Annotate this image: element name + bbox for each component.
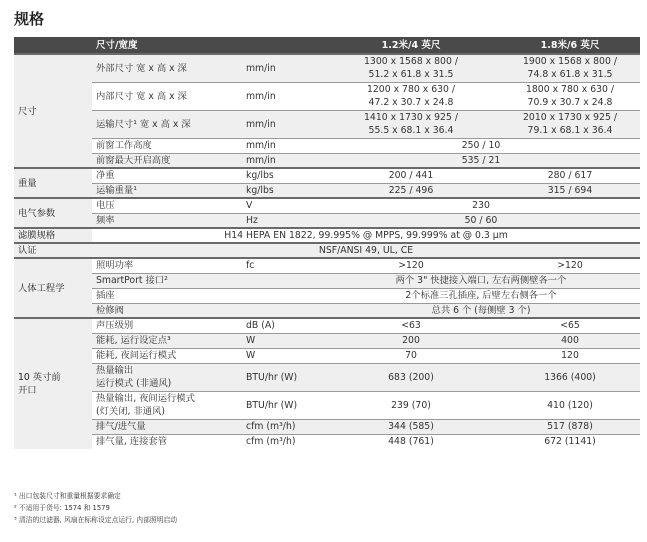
spec-item-label: 电压: [92, 198, 242, 213]
spec-unit: [242, 303, 322, 318]
spec-unit: kg/lbs: [242, 183, 322, 198]
spec-value-6ft: <65: [500, 318, 640, 333]
spec-unit: cfm (m³/h): [242, 419, 322, 434]
table-row: [14, 82, 640, 110]
table-row: [14, 138, 640, 153]
spec-value-6ft: >120: [500, 258, 640, 273]
spec-value-6ft: 120: [500, 348, 640, 363]
spec-item-label: 内部尺寸 宽 x 高 x 深: [92, 82, 242, 110]
spec-value-6ft: 280 / 617: [500, 168, 640, 183]
spec-value-6ft: 1800 x 780 x 630 / 70.9 x 30.7 x 24.8: [500, 82, 640, 110]
table-row: [14, 228, 640, 243]
spec-unit: W: [242, 348, 322, 363]
spec-unit: [242, 288, 322, 303]
category-label: 10 英寸前 开口: [14, 318, 92, 449]
table-row: [14, 318, 640, 333]
category-label: 滤膜规格: [14, 228, 92, 243]
spec-unit: mm/in: [242, 54, 322, 82]
table-row: [14, 434, 640, 449]
footnote: ² 不适用于货号: 1574 和 1579: [14, 504, 110, 512]
spec-item-label: 声压级别: [92, 318, 242, 333]
spec-value-6ft: 400: [500, 333, 640, 348]
spec-item-label: SmartPort 接口²: [92, 273, 242, 288]
spec-item-label: 能耗, 夜间运行模式: [92, 348, 242, 363]
spec-value-4ft: >120: [322, 258, 500, 273]
spec-value-4ft: 1200 x 780 x 630 / 47.2 x 30.7 x 24.8: [322, 82, 500, 110]
spec-value-span: 535 / 21: [322, 153, 640, 168]
header-item: 尺寸/宽度: [92, 37, 242, 54]
category-label: 人体工程学: [14, 258, 92, 318]
spec-item-label: 频率: [92, 213, 242, 228]
spec-unit: mm/in: [242, 153, 322, 168]
table-row: [14, 303, 640, 318]
spec-unit: BTU/hr (W): [242, 391, 322, 419]
spec-value-span: 2个标准三孔插座, 后壁左右侧各一个: [322, 288, 640, 303]
spec-value-4ft: 200 / 441: [322, 168, 500, 183]
spec-item-label: 热量输出, 夜间运行模式 (灯关闭, 非通风): [92, 391, 242, 419]
spec-value-4ft: 1300 x 1568 x 800 / 51.2 x 61.8 x 31.5: [322, 54, 500, 82]
spec-unit: mm/in: [242, 82, 322, 110]
table-row: [14, 198, 640, 213]
table-row: [14, 333, 640, 348]
table-row: [14, 183, 640, 198]
spec-value-6ft: 517 (878): [500, 419, 640, 434]
spec-item-label: 外部尺寸 宽 x 高 x 深: [92, 54, 242, 82]
spec-unit: Hz: [242, 213, 322, 228]
table-row: [14, 168, 640, 183]
spec-unit: kg/lbs: [242, 168, 322, 183]
header-blank: [14, 37, 92, 54]
spec-item-label: 运输重量¹: [92, 183, 242, 198]
page-title: 规格: [14, 10, 45, 28]
spec-unit: dB (A): [242, 318, 322, 333]
spec-value-6ft: 410 (120): [500, 391, 640, 419]
spec-item-label: 插座: [92, 288, 242, 303]
spec-item-label: 排气量, 连接套管: [92, 434, 242, 449]
spec-value-4ft: 70: [322, 348, 500, 363]
spec-item-label: 排气/进气量: [92, 419, 242, 434]
table-row: [14, 273, 640, 288]
spec-value-4ft: 683 (200): [322, 363, 500, 391]
header-6ft: 1.8米/6 英尺: [500, 37, 640, 54]
spec-item-label: 检修阀: [92, 303, 242, 318]
spec-value-4ft: 225 / 496: [322, 183, 500, 198]
category-label: 尺寸: [14, 54, 92, 168]
spec-value-4ft: 200: [322, 333, 500, 348]
spec-value-span: H14 HEPA EN 1822, 99.995% @ MPPS, 99.999% at @ 0.3 μm: [92, 228, 640, 243]
header-4ft: 1.2米/4 英尺: [322, 37, 500, 54]
spec-value-span: 50 / 60: [322, 213, 640, 228]
table-row: [14, 391, 640, 419]
spec-item-label: 前窗最大开启高度: [92, 153, 242, 168]
table-row: [14, 419, 640, 434]
spec-value-6ft: 315 / 694: [500, 183, 640, 198]
spec-item-label: 照明功率: [92, 258, 242, 273]
spec-value-span: 250 / 10: [322, 138, 640, 153]
spec-item-label: 前窗工作高度: [92, 138, 242, 153]
spec-unit: W: [242, 333, 322, 348]
spec-unit: fc: [242, 258, 322, 273]
spec-unit: V: [242, 198, 322, 213]
table-row: [14, 54, 640, 82]
spec-table: [14, 37, 640, 449]
spec-unit: cfm (m³/h): [242, 434, 322, 449]
table-row: [14, 213, 640, 228]
footnote: ³ 清洁的过滤器, 风扇在标称设定点运行, 内部照明启动: [14, 516, 178, 524]
table-row: [14, 288, 640, 303]
spec-value-span: 总共 6 个 (每侧壁 3 个): [322, 303, 640, 318]
spec-value-4ft: 239 (70): [322, 391, 500, 419]
category-label: 电气参数: [14, 198, 92, 228]
spec-item-label: 能耗, 运行设定点³: [92, 333, 242, 348]
table-header-row: [14, 37, 640, 54]
header-unit: [242, 37, 322, 54]
table-row: [14, 110, 640, 138]
spec-value-6ft: 2010 x 1730 x 925 / 79.1 x 68.1 x 36.4: [500, 110, 640, 138]
spec-item-label: 运输尺寸¹ 宽 x 高 x 深: [92, 110, 242, 138]
spec-value-6ft: 672 (1141): [500, 434, 640, 449]
table-row: [14, 348, 640, 363]
table-row: [14, 258, 640, 273]
category-label: 重量: [14, 168, 92, 198]
spec-item-label: 热量输出 运行模式 (非通风): [92, 363, 242, 391]
spec-unit: [242, 273, 322, 288]
spec-unit: BTU/hr (W): [242, 363, 322, 391]
spec-unit: mm/in: [242, 110, 322, 138]
spec-item-label: 净重: [92, 168, 242, 183]
footnotes: [14, 490, 177, 526]
footnote: ¹ 出口包装尺寸和重量根据要求确定: [14, 492, 121, 500]
spec-value-4ft: 344 (585): [322, 419, 500, 434]
table-row: [14, 363, 640, 391]
table-row: [14, 243, 640, 258]
table-row: [14, 153, 640, 168]
spec-value-6ft: 1366 (400): [500, 363, 640, 391]
spec-value-4ft: 448 (761): [322, 434, 500, 449]
spec-value-span: 230: [322, 198, 640, 213]
spec-unit: mm/in: [242, 138, 322, 153]
spec-value-span: 两个 3" 快捷接入端口, 左右两侧壁各一个: [322, 273, 640, 288]
category-label: 认证: [14, 243, 92, 258]
spec-value-4ft: <63: [322, 318, 500, 333]
spec-value-6ft: 1900 x 1568 x 800 / 74.8 x 61.8 x 31.5: [500, 54, 640, 82]
spec-value-4ft: 1410 x 1730 x 925 / 55.5 x 68.1 x 36.4: [322, 110, 500, 138]
spec-value-span: NSF/ANSI 49, UL, CE: [92, 243, 640, 258]
